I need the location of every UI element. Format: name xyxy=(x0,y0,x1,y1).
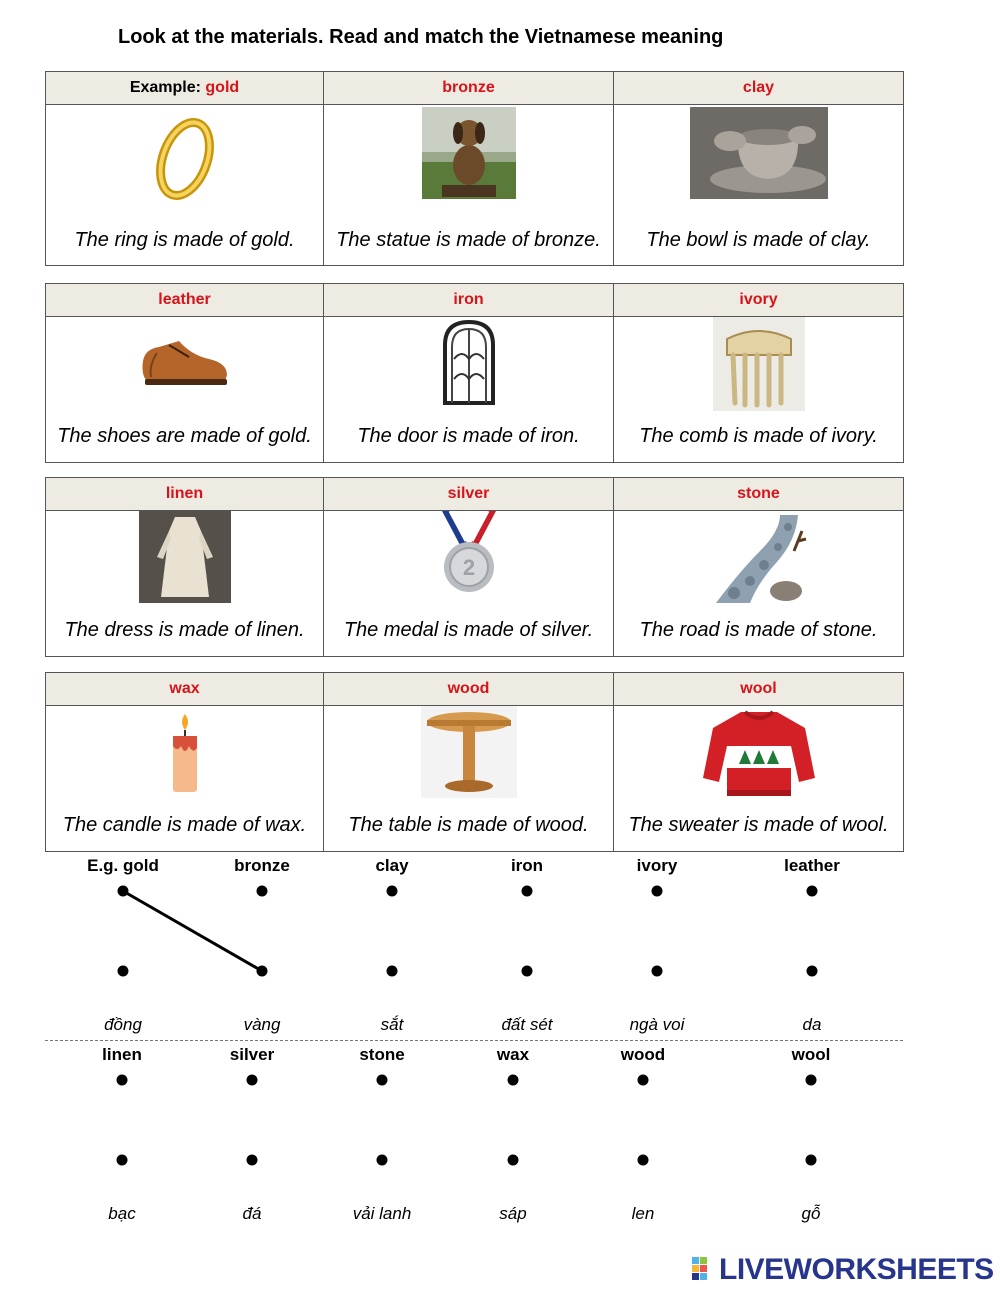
material-label: bronze xyxy=(442,79,495,96)
match-english-word: bronze xyxy=(234,856,290,875)
example-sentence: The door is made of iron. xyxy=(357,425,580,447)
match-english-word: stone xyxy=(359,1045,405,1064)
section-divider xyxy=(45,1040,903,1041)
match-dot-bottom[interactable] xyxy=(806,1155,817,1166)
match-dot-bottom[interactable] xyxy=(652,966,663,977)
logo-mark-icon xyxy=(692,1257,716,1281)
match-vietnamese-word: đồng xyxy=(104,1015,142,1034)
example-sentence: The candle is made of wax. xyxy=(62,814,307,836)
match-dot-top[interactable] xyxy=(387,886,398,897)
match-dot-top[interactable] xyxy=(638,1075,649,1086)
material-label: wax xyxy=(169,680,200,697)
material-label: leather xyxy=(158,291,211,308)
svg-text:2: 2 xyxy=(462,555,475,580)
material-label: ivory xyxy=(739,291,778,308)
example-sentence: The table is made of wood. xyxy=(348,814,589,836)
example-sentence: The comb is made of ivory. xyxy=(639,425,878,447)
match-dot-bottom[interactable] xyxy=(118,966,129,977)
match-dot-top[interactable] xyxy=(377,1075,388,1086)
match-vietnamese-word: ngà voi xyxy=(629,1015,685,1034)
match-dot-top[interactable] xyxy=(652,886,663,897)
material-label: silver xyxy=(447,485,490,502)
example-sentence: The medal is made of silver. xyxy=(343,619,594,641)
match-english-word: iron xyxy=(510,856,544,875)
material-label: gold xyxy=(205,79,240,96)
match-vietnamese-word: sắt xyxy=(380,1015,404,1034)
match-vietnamese-word: vàng xyxy=(243,1015,281,1034)
match-vietnamese-word: bạc xyxy=(108,1204,136,1223)
example-sentence: The sweater is made of wool. xyxy=(628,814,889,836)
match-dot-bottom[interactable] xyxy=(807,966,818,977)
match-english-word: leather xyxy=(784,856,840,875)
example-sentence: The statue is made of bronze. xyxy=(336,229,601,251)
example-sentence: The dress is made of linen. xyxy=(64,619,305,641)
match-dot-top[interactable] xyxy=(807,886,818,897)
material-label: wood xyxy=(447,680,490,697)
match-vietnamese-word: vải lanh xyxy=(352,1204,412,1223)
match-vietnamese-word: đá xyxy=(242,1204,262,1223)
material-label: iron xyxy=(453,291,484,308)
material-label: stone xyxy=(737,485,780,502)
worksheet-title: Look at the materials. Read and match the Vietnamese meaning xyxy=(118,26,724,48)
match-dot-bottom[interactable] xyxy=(638,1155,649,1166)
match-english-word: clay xyxy=(375,856,409,875)
match-dot-top[interactable] xyxy=(117,1075,128,1086)
match-english-word: E.g. gold xyxy=(87,856,159,875)
match-dot-top[interactable] xyxy=(522,886,533,897)
match-english-word: silver xyxy=(229,1045,275,1064)
match-dot-top[interactable] xyxy=(508,1075,519,1086)
match-dot-bottom[interactable] xyxy=(257,966,268,977)
match-english-word: wood xyxy=(620,1045,666,1064)
brand-name: LIVEWORKSHEETS xyxy=(719,1253,994,1286)
match-vietnamese-word: gỗ xyxy=(801,1204,821,1223)
match-vietnamese-word: sáp xyxy=(499,1204,527,1223)
match-dot-bottom[interactable] xyxy=(117,1155,128,1166)
match-english-word: wool xyxy=(791,1045,831,1064)
match-dot-bottom[interactable] xyxy=(387,966,398,977)
match-dot-bottom[interactable] xyxy=(377,1155,388,1166)
match-english-word: ivory xyxy=(636,856,678,875)
match-dot-bottom[interactable] xyxy=(247,1155,258,1166)
example-prefix: Example: xyxy=(129,79,206,96)
match-vietnamese-word: len xyxy=(631,1204,655,1223)
material-label: wool xyxy=(740,680,777,697)
match-vietnamese-word: da xyxy=(802,1015,822,1034)
example-sentence: The bowl is made of clay. xyxy=(646,229,871,251)
match-english-word: linen xyxy=(102,1045,142,1064)
example-sentence: The shoes are made of gold. xyxy=(57,425,312,447)
match-dot-top[interactable] xyxy=(247,1075,258,1086)
match-dot-top[interactable] xyxy=(257,886,268,897)
match-vietnamese-word: đất sét xyxy=(501,1015,553,1034)
match-dot-bottom[interactable] xyxy=(508,1155,519,1166)
example-sentence: The ring is made of gold. xyxy=(74,229,295,251)
material-label: clay xyxy=(742,79,775,96)
match-dot-top[interactable] xyxy=(806,1075,817,1086)
match-dot-top[interactable] xyxy=(118,886,129,897)
liveworksheets-logo xyxy=(692,1253,994,1287)
match-dot-bottom[interactable] xyxy=(522,966,533,977)
example-sentence: The road is made of stone. xyxy=(639,619,878,641)
material-label: linen xyxy=(165,485,204,502)
match-english-word: wax xyxy=(496,1045,530,1064)
